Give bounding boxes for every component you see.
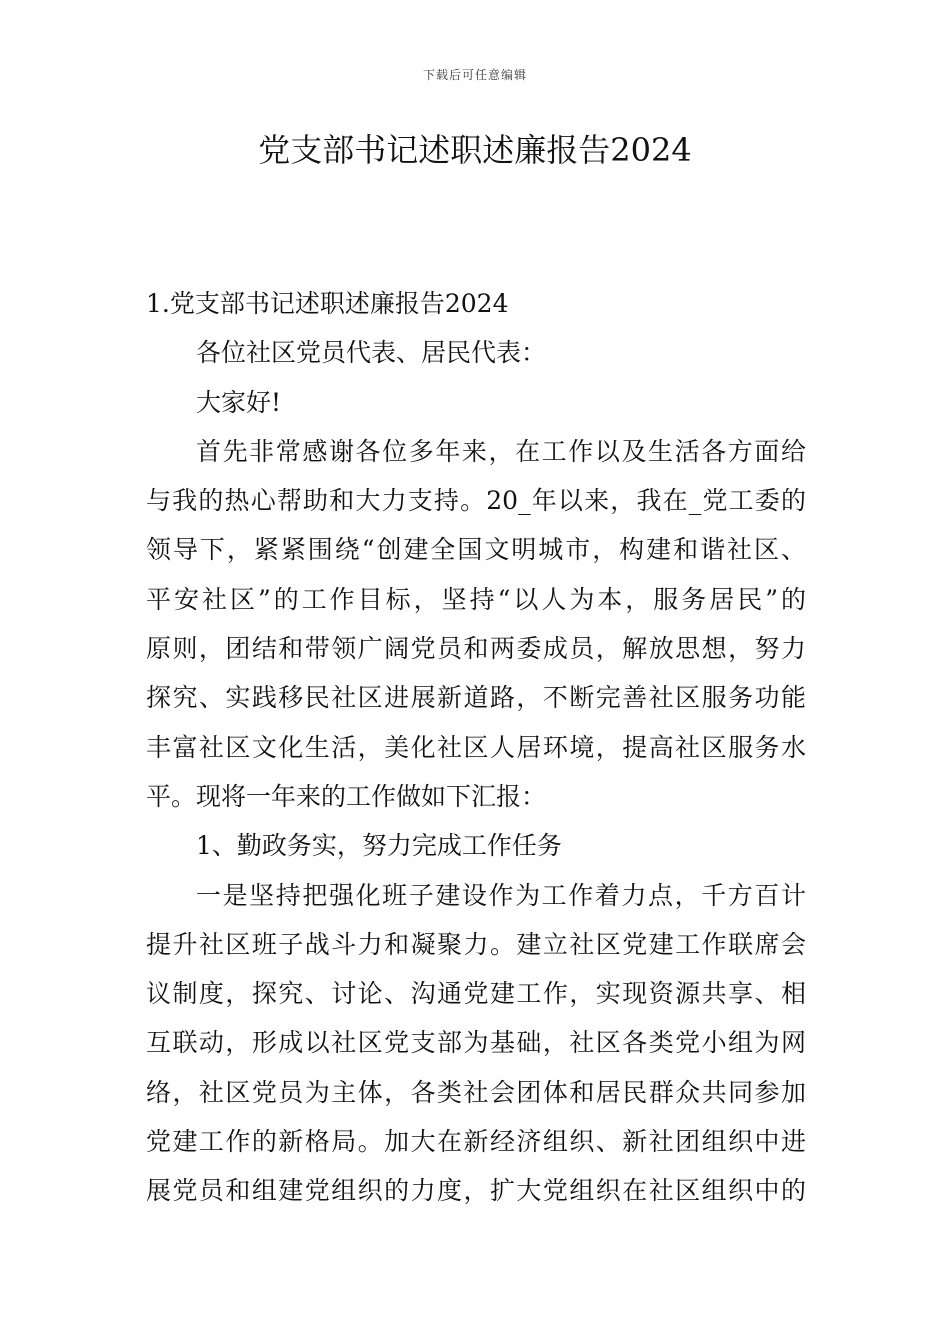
body-line: 大家好! bbox=[196, 387, 282, 417]
body-line: 一是坚持把强化班子建设作为工作着力点，千方百计 bbox=[196, 880, 806, 910]
body-line: 原则，团结和带领广阔党员和两委成员，解放思想，努力 bbox=[146, 634, 806, 664]
body-line: 议制度，探究、讨论、沟通党建工作，实现资源共享、相 bbox=[146, 979, 806, 1009]
body-line: 络，社区党员为主体，各类社会团体和居民群众共同参加 bbox=[146, 1077, 806, 1107]
body-line: 平安社区”的工作目标，坚持“以人为本，服务居民”的 bbox=[146, 584, 806, 614]
body-line: 丰富社区文化生活，美化社区人居环境，提高社区服务水 bbox=[146, 732, 806, 762]
body-line: 与我的热心帮助和大力支持。20_年以来，我在_党工委的 bbox=[146, 486, 806, 516]
body-line: 1.党支部书记述职述廉报告2024 bbox=[146, 289, 509, 318]
body-line: 展党员和组建党组织的力度，扩大党组织在社区组织中的 bbox=[146, 1176, 806, 1206]
document-body bbox=[146, 279, 806, 1216]
body-line: 首先非常感谢各位多年来，在工作以及生活各方面给 bbox=[196, 436, 806, 466]
body-line: 党建工作的新格局。加大在新经济组织、新社团组织中进 bbox=[146, 1127, 806, 1157]
body-line: 平。现将一年来的工作做如下汇报： bbox=[146, 781, 547, 811]
body-line: 互联动，形成以社区党支部为基础，社区各类党小组为网 bbox=[146, 1028, 806, 1058]
body-line: 1、勤政务实，努力完成工作任务 bbox=[196, 831, 562, 861]
body-line: 探究、实践移民社区进展新道路，不断完善社区服务功能 bbox=[146, 683, 806, 713]
document-title: 党支部书记述职述廉报告2024 bbox=[258, 131, 692, 169]
body-line: 各位社区党员代表、居民代表： bbox=[196, 338, 547, 368]
header-note: 下载后可任意编辑 bbox=[422, 68, 527, 82]
body-line: 领导下，紧紧围绕“创建全国文明城市，构建和谐社区、 bbox=[146, 535, 806, 565]
body-line: 提升社区班子战斗力和凝聚力。建立社区党建工作联席会 bbox=[146, 929, 806, 959]
